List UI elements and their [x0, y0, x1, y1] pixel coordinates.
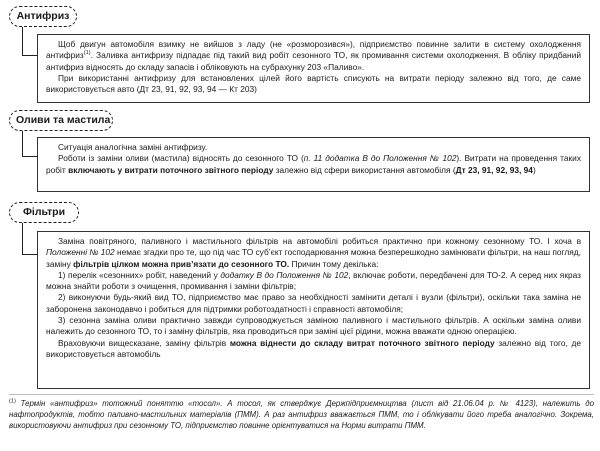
emphasis: включають у витрати поточного звітного періоду [68, 164, 274, 175]
accounts: Дт 23, 91, 92, 93, 94 [455, 164, 533, 175]
section-title: Антифриз [16, 10, 70, 22]
footnote-divider [9, 394, 594, 395]
filters-text-box [37, 231, 590, 389]
legal-reference: п. 11 додатка В до Положення № 102 [303, 153, 457, 164]
legal-reference: додатку В до Положення № 102 [220, 269, 349, 280]
antifreeze-text-box [37, 34, 590, 103]
list-item: 3) сезонна заміна оливи практично завжди супроводжується заміною паливного і мастильного фільтрів. А оскільки заміна оливи належить до сезонного ТО, то і заміну фільтрів, яка проводиться при заміні цієї рідини, можна вважати одною операцією. [46, 315, 581, 337]
footnote-text: Термін «антифриз» тотожний поняттю «тосол». А тосол, як стверджує Держпідприємництва (лист від 21.06.04 р. № 4123), належить до нафтопродуктів, тобто паливно-мастильних матеріалів (ПММ). А раз антифриз вважається ПММ, то і облікувати його треба аналогічно. Зокрема, використовуючи антифриз при сезонному ТО, підприємство повинне орієнтуватися на Норми витрати ПММ. [9, 399, 594, 430]
section-tag-filters [9, 202, 79, 223]
paragraph: Роботи із заміни оливи (мастила) відносять до сезонного ТО (п. 11 додатка В до Положення № 102). Витрати на проведення таких робіт включають у витрати поточного звітного періоду залежно від сфери використання автомобіля (Дт 23, 91, 92, 93, 94) [46, 153, 582, 175]
footnote-marker: (1) [9, 398, 16, 405]
section-title: Фільтри [22, 206, 66, 218]
connector-line [22, 131, 37, 157]
legal-reference: Положенні № 102 [46, 247, 115, 258]
paragraph: Враховуючи вищесказане, заміну фільтрів можна віднести до складу витрат поточного звітного періоду залежно від того, де використовується автомобіль [46, 337, 581, 359]
list-item: 2) виконуючи будь-який вид ТО, підприємство має право за необхідності замінити деталі і вузли (фільтри), оскільки така заміна не заборонена законодавчо і робиться для підтримки роботоздатності і справності автомобіля; [46, 292, 581, 314]
paragraph: Заміна повітряного, паливного і мастильного фільтрів на автомобілі робиться практично при кожному сезонному ТО. І хоча в Положенні № 102 немає згадки про те, що під час ТО суб’єкт господарювання можна безперешкодно замінювати фільтри, на наш погляд, заміну фільтрів цілком можна прив’язати до сезонного ТО. Причин тому декілька: [46, 236, 581, 269]
section-title: Оливи та мастила [16, 114, 111, 126]
list-item: 1) перелік «сезонних» робіт, наведений у додатку В до Положення № 102, включає роботи, передбачені для ТО-2. А серед них якраз можна знайти роботи з очищення, промивання і заміни фільтрів; [46, 269, 581, 292]
section-tag-oils [9, 110, 113, 131]
footnote [9, 399, 594, 431]
paragraph: Щоб двигун автомобіля взимку не вийшов з ладу (не «розморозився»), підприємство повинне залити в систему охолодження антифриз$^{(1)}$. Заливка антифризу підпадає під такий вид робіт сезонного ТО, як промивання системи охолодження. В обліку придбаний антифриз відносять до складу запасів і обліковують на субрахунку 203 «Паливо». [46, 39, 581, 72]
paragraph: Ситуація аналогічна заміні антифризу. [58, 142, 208, 152]
emphasis: фільтрів цілком можна прив’язати до сезонного ТО. [73, 258, 290, 269]
emphasis: можна віднести до складу витрат поточного звітного періоду [229, 337, 495, 348]
connector-line [22, 27, 37, 56]
footnote-ref: (1) [83, 50, 91, 57]
connector-line [22, 223, 37, 255]
paragraph: При використанні антифризу для встановлених цілей його вартість списують на витрати періоду залежно від того, де саме використовується авто (Дт 23, 91, 92, 93, 94 — Кт 203) [46, 72, 581, 95]
section-tag-antifreeze [9, 6, 77, 27]
oils-text-box [37, 137, 590, 192]
